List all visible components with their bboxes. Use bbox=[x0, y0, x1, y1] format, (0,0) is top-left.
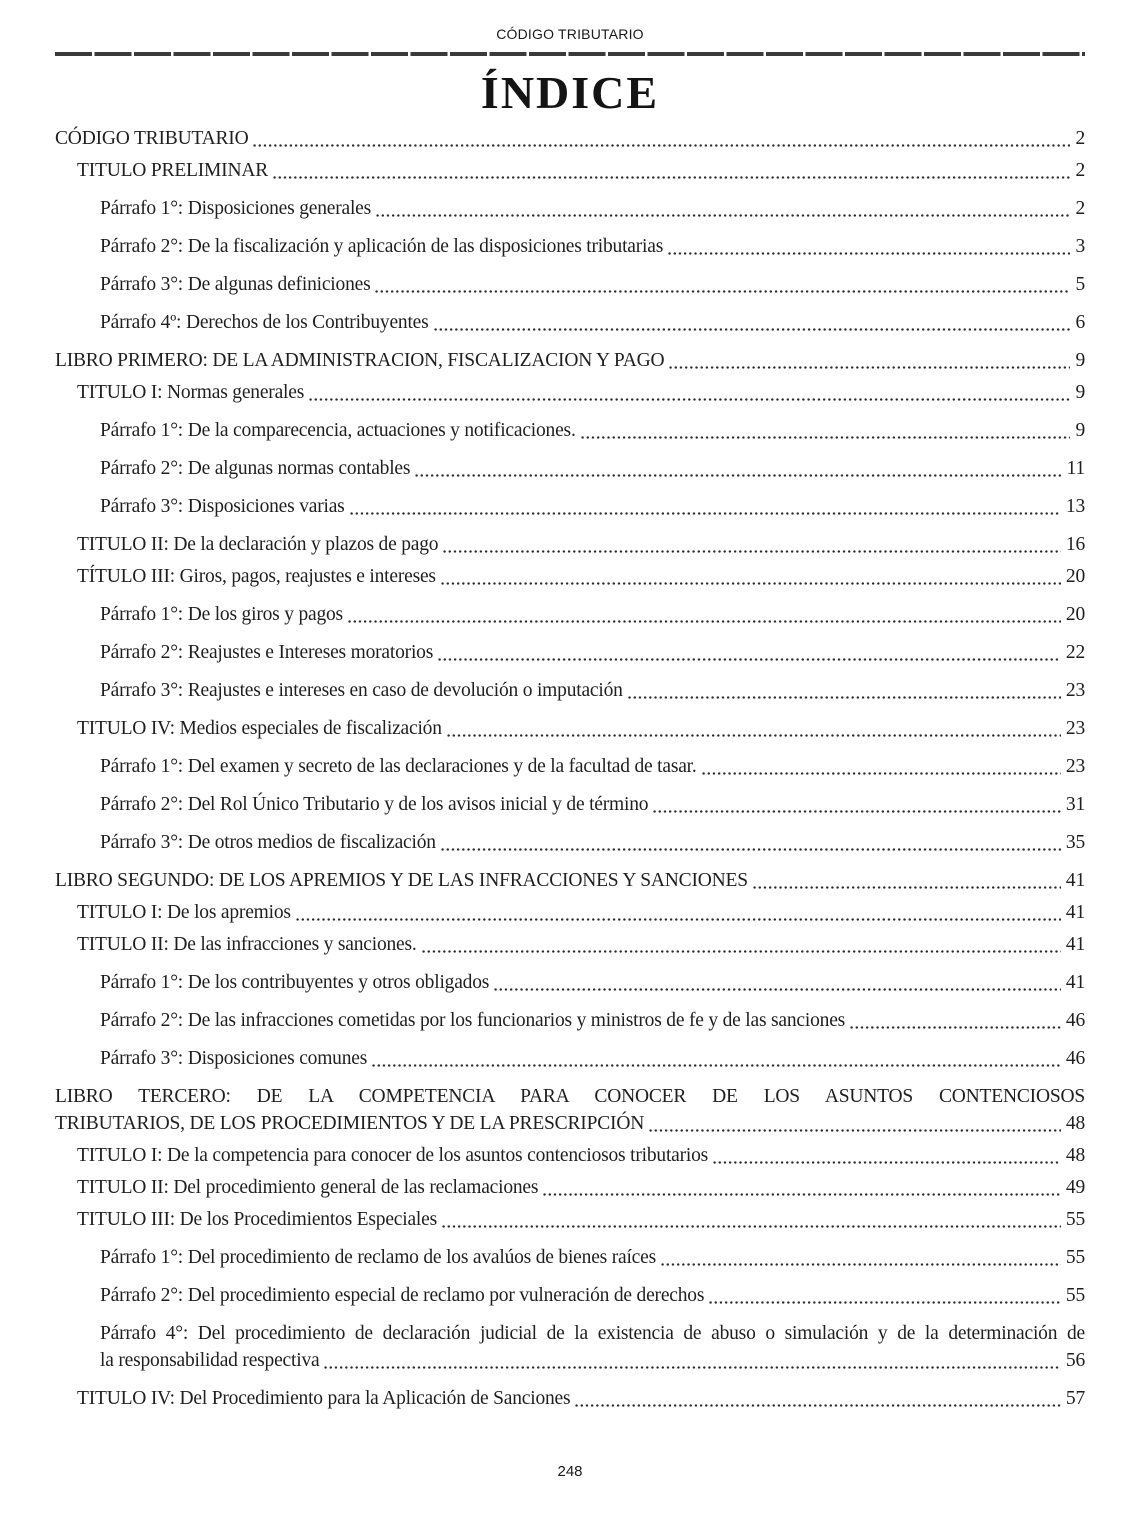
toc-entry-text: TITULO II: De las infracciones y sanciones. bbox=[77, 933, 417, 955]
dot-leader bbox=[849, 1007, 1061, 1034]
toc-entry-page-number: 2 bbox=[1075, 127, 1085, 149]
dot-leader bbox=[652, 791, 1061, 818]
dot-leader bbox=[648, 1110, 1061, 1137]
dot-leader bbox=[440, 829, 1061, 856]
toc-entry-row bbox=[77, 379, 1085, 406]
toc-entry-text: TITULO IV: Del Procedimiento para la Aplicación de Sanciones bbox=[77, 1387, 571, 1409]
toc-entry bbox=[100, 1244, 1085, 1271]
dot-leader bbox=[272, 157, 1070, 184]
toc-entry-row bbox=[77, 563, 1085, 590]
toc-entry-row bbox=[100, 493, 1085, 520]
toc-entry-row bbox=[100, 271, 1085, 298]
dot-leader bbox=[437, 639, 1061, 666]
toc-entry bbox=[100, 969, 1085, 996]
toc-entry-text: Párrafo 3°: Reajustes e intereses en caso de devolución o imputación bbox=[100, 679, 623, 701]
toc-entry bbox=[100, 1320, 1085, 1374]
toc-entry-page-number: 9 bbox=[1075, 381, 1085, 403]
toc-entry-row bbox=[100, 1007, 1085, 1034]
footer-page-number: 248 bbox=[557, 1463, 583, 1480]
toc-entry bbox=[55, 867, 1085, 894]
toc-entry bbox=[77, 379, 1085, 406]
toc-entry-page-number: 2 bbox=[1075, 159, 1085, 181]
toc-entry-page-number: 16 bbox=[1065, 533, 1085, 555]
dot-leader bbox=[308, 379, 1070, 406]
toc-entry bbox=[100, 455, 1085, 482]
toc-entry-row bbox=[77, 157, 1085, 184]
toc-entry-row bbox=[100, 1244, 1085, 1271]
dot-leader bbox=[414, 455, 1061, 482]
toc-entry bbox=[77, 1174, 1085, 1201]
toc-entry-page-number: 55 bbox=[1065, 1246, 1085, 1268]
dot-leader bbox=[667, 233, 1070, 260]
toc-entry-text: Párrafo 4º: Derechos de los Contribuyentes bbox=[100, 311, 429, 333]
dot-leader bbox=[421, 931, 1061, 958]
dot-leader bbox=[712, 1142, 1061, 1169]
toc-entry-row bbox=[100, 969, 1085, 996]
toc-entry-row bbox=[77, 1174, 1085, 1201]
dot-leader bbox=[295, 899, 1061, 926]
toc-entry-text: Párrafo 1°: Disposiciones generales bbox=[100, 197, 372, 219]
toc-entry bbox=[100, 1282, 1085, 1309]
toc-entry-page-number: 11 bbox=[1066, 457, 1085, 479]
running-header: CÓDIGO TRIBUTARIO bbox=[496, 26, 644, 42]
toc-entry-row bbox=[100, 233, 1085, 260]
toc-entry-row bbox=[100, 1282, 1085, 1309]
dot-leader bbox=[668, 347, 1070, 374]
toc-entry bbox=[100, 195, 1085, 222]
toc-entry-text: TRIBUTARIOS, DE LOS PROCEDIMIENTOS Y DE LA PRESCRIPCIÓN bbox=[55, 1112, 645, 1134]
toc-entry-row bbox=[77, 1206, 1085, 1233]
dot-leader bbox=[442, 531, 1061, 558]
toc-entry bbox=[100, 753, 1085, 780]
toc-entry-page-number: 23 bbox=[1065, 679, 1085, 701]
dot-leader bbox=[542, 1174, 1061, 1201]
toc-entry-text: TITULO PRELIMINAR bbox=[77, 159, 269, 181]
toc-entry-row bbox=[100, 455, 1085, 482]
dot-leader bbox=[446, 715, 1061, 742]
toc-entry-text-first-line: Párrafo 4°: Del procedimiento de declaración judicial de la existencia de abuso o simulación y de la determinación de bbox=[100, 1322, 1085, 1344]
toc-entry-row bbox=[77, 715, 1085, 742]
toc-entry-row bbox=[100, 309, 1085, 336]
toc-entry-text: TITULO II: De la declaración y plazos de pago bbox=[77, 533, 439, 555]
toc-entry-page-number: 49 bbox=[1065, 1176, 1085, 1198]
toc-entry-page-number: 9 bbox=[1075, 349, 1085, 371]
toc-entry-page-number: 57 bbox=[1065, 1387, 1085, 1409]
toc-entry-row bbox=[100, 829, 1085, 856]
toc-entry bbox=[100, 1045, 1085, 1072]
toc-entry bbox=[100, 1007, 1085, 1034]
toc-entry-row bbox=[55, 867, 1085, 894]
toc-entry-text: TITULO I: De la competencia para conocer de los asuntos contenciosos tributarios bbox=[77, 1144, 709, 1166]
toc-entry bbox=[77, 931, 1085, 958]
dot-leader bbox=[323, 1347, 1060, 1374]
toc-entry bbox=[100, 493, 1085, 520]
toc-entry-text: Párrafo 1°: De los contribuyentes y otros obligados bbox=[100, 971, 490, 993]
toc-entry bbox=[77, 715, 1085, 742]
toc-entry bbox=[100, 601, 1085, 628]
toc-entry-row bbox=[77, 931, 1085, 958]
toc-entry bbox=[100, 271, 1085, 298]
dot-leader bbox=[440, 563, 1061, 590]
dot-leader bbox=[252, 125, 1070, 152]
toc-entry-row bbox=[77, 531, 1085, 558]
toc-entry-row bbox=[100, 1347, 1085, 1374]
toc-entry-text-first-line: LIBRO TERCERO: DE LA COMPETENCIA PARA CONOCER DE LOS ASUNTOS CONTENCIOSOS bbox=[55, 1085, 1085, 1107]
toc-entry bbox=[55, 347, 1085, 374]
toc-entry-text: Párrafo 3°: De otros medios de fiscalización bbox=[100, 831, 436, 853]
toc-entry-text: TITULO III: De los Procedimientos Especiales bbox=[77, 1208, 437, 1230]
toc-entry bbox=[100, 233, 1085, 260]
toc-entry-text: Párrafo 3°: De algunas definiciones bbox=[100, 273, 371, 295]
toc-entry-row bbox=[100, 195, 1085, 222]
dot-leader bbox=[433, 309, 1071, 336]
dot-leader bbox=[701, 753, 1061, 780]
toc-entry-page-number: 3 bbox=[1075, 235, 1085, 257]
toc-entry-page-number: 20 bbox=[1065, 565, 1085, 587]
toc-entry bbox=[100, 791, 1085, 818]
toc-entry-row bbox=[100, 639, 1085, 666]
toc-entry-page-number: 41 bbox=[1065, 971, 1085, 993]
toc-entry-row bbox=[100, 417, 1085, 444]
toc-entry-text: Párrafo 2°: Del procedimiento especial de reclamo por vulneración de derechos bbox=[100, 1284, 705, 1306]
toc-entry-row bbox=[100, 601, 1085, 628]
dot-leader bbox=[752, 867, 1061, 894]
toc-entry-page-number: 35 bbox=[1065, 831, 1085, 853]
toc-entry-row bbox=[100, 791, 1085, 818]
toc-entry-row bbox=[55, 1110, 1085, 1137]
dot-leader bbox=[708, 1282, 1061, 1309]
toc-entry-page-number: 22 bbox=[1065, 641, 1085, 663]
toc-entry-page-number: 48 bbox=[1065, 1144, 1085, 1166]
toc-entry-page-number: 56 bbox=[1065, 1349, 1085, 1371]
toc-entry-page-number: 41 bbox=[1065, 933, 1085, 955]
header-rule bbox=[55, 52, 1085, 56]
dot-leader bbox=[660, 1244, 1061, 1271]
toc-entry bbox=[77, 899, 1085, 926]
toc-entry bbox=[77, 1385, 1085, 1412]
toc-entry-row bbox=[100, 677, 1085, 704]
toc-entry-text: Párrafo 1°: De la comparecencia, actuaciones y notificaciones. bbox=[100, 419, 576, 441]
toc-entry-row bbox=[100, 1045, 1085, 1072]
toc-entry bbox=[100, 829, 1085, 856]
toc-entry-row bbox=[100, 753, 1085, 780]
toc-entry-row bbox=[77, 899, 1085, 926]
dot-leader bbox=[375, 195, 1070, 222]
toc-entry-page-number: 31 bbox=[1065, 793, 1085, 815]
toc-entry-text: la responsabilidad respectiva bbox=[100, 1349, 320, 1371]
toc-entry-page-number: 48 bbox=[1065, 1112, 1085, 1134]
toc-entry-page-number: 55 bbox=[1065, 1208, 1085, 1230]
toc-entry-page-number: 20 bbox=[1065, 603, 1085, 625]
toc-entry-text: CÓDIGO TRIBUTARIO bbox=[55, 127, 249, 149]
toc-entry-page-number: 55 bbox=[1065, 1284, 1085, 1306]
toc-entry-page-number: 23 bbox=[1065, 755, 1085, 777]
toc-entry bbox=[77, 1206, 1085, 1233]
dot-leader bbox=[493, 969, 1061, 996]
toc-entry-text: Párrafo 1°: Del examen y secreto de las declaraciones y de la facultad de tasar. bbox=[100, 755, 697, 777]
toc-entry-row bbox=[77, 1142, 1085, 1169]
toc-entry-text: TITULO II: Del procedimiento general de las reclamaciones bbox=[77, 1176, 539, 1198]
toc-entry-page-number: 5 bbox=[1075, 273, 1085, 295]
dot-leader bbox=[371, 1045, 1061, 1072]
toc-entry bbox=[100, 417, 1085, 444]
toc-entry bbox=[77, 1142, 1085, 1169]
toc-entry-text: Párrafo 2°: Reajustes e Intereses moratorios bbox=[100, 641, 434, 663]
toc-entry-row bbox=[55, 125, 1085, 152]
toc-entry bbox=[77, 563, 1085, 590]
dot-leader bbox=[574, 1385, 1060, 1412]
toc-entry-row bbox=[77, 1385, 1085, 1412]
toc-entry-text: Párrafo 2°: Del Rol Único Tributario y de los avisos inicial y de término bbox=[100, 793, 649, 815]
dot-leader bbox=[374, 271, 1070, 298]
toc-entry-text: Párrafo 3°: Disposiciones varias bbox=[100, 495, 345, 517]
toc-entry bbox=[100, 639, 1085, 666]
toc-entry-text: LIBRO SEGUNDO: DE LOS APREMIOS Y DE LAS INFRACCIONES Y SANCIONES bbox=[55, 869, 748, 891]
toc-entry-text: Párrafo 1°: De los giros y pagos bbox=[100, 603, 343, 625]
dot-leader bbox=[580, 417, 1071, 444]
toc-entry-page-number: 23 bbox=[1065, 717, 1085, 739]
dot-leader bbox=[347, 601, 1061, 628]
toc-entry bbox=[100, 309, 1085, 336]
toc-entry-text: TÍTULO III: Giros, pagos, reajustes e intereses bbox=[77, 565, 436, 587]
toc-entry bbox=[55, 125, 1085, 152]
toc-entry bbox=[77, 531, 1085, 558]
toc-entry bbox=[77, 157, 1085, 184]
toc-entry-text: Párrafo 1°: Del procedimiento de reclamo de los avalúos de bienes raíces bbox=[100, 1246, 656, 1268]
toc-entry-row bbox=[55, 347, 1085, 374]
toc-entry-text: TITULO IV: Medios especiales de fiscalización bbox=[77, 717, 442, 739]
dot-leader bbox=[441, 1206, 1061, 1233]
toc-entry-text: Párrafo 2°: De algunas normas contables bbox=[100, 457, 411, 479]
table-of-contents bbox=[55, 125, 1085, 1412]
toc-entry-page-number: 13 bbox=[1065, 495, 1085, 517]
toc-entry-page-number: 2 bbox=[1075, 197, 1085, 219]
toc-entry-text: LIBRO PRIMERO: DE LA ADMINISTRACION, FISCALIZACION Y PAGO bbox=[55, 349, 665, 371]
toc-entry-text: TITULO I: De los apremios bbox=[77, 901, 291, 923]
toc-entry-page-number: 41 bbox=[1065, 869, 1085, 891]
toc-entry bbox=[100, 677, 1085, 704]
toc-entry-page-number: 46 bbox=[1065, 1047, 1085, 1069]
toc-entry-page-number: 41 bbox=[1065, 901, 1085, 923]
toc-entry-page-number: 6 bbox=[1075, 311, 1085, 333]
dot-leader bbox=[349, 493, 1061, 520]
dot-leader bbox=[627, 677, 1061, 704]
toc-entry-page-number: 46 bbox=[1065, 1009, 1085, 1031]
toc-entry-text: TITULO I: Normas generales bbox=[77, 381, 305, 403]
toc-entry-text: Párrafo 2°: De las infracciones cometidas por los funcionarios y ministros de fe y de las sanciones bbox=[100, 1009, 846, 1031]
toc-entry-page-number: 9 bbox=[1075, 419, 1085, 441]
toc-entry-text: Párrafo 2°: De la fiscalización y aplicación de las disposiciones tributarias bbox=[100, 235, 664, 257]
toc-entry bbox=[55, 1083, 1085, 1137]
page-title: ÍNDICE bbox=[480, 67, 660, 118]
toc-entry-text: Párrafo 3°: Disposiciones comunes bbox=[100, 1047, 368, 1069]
